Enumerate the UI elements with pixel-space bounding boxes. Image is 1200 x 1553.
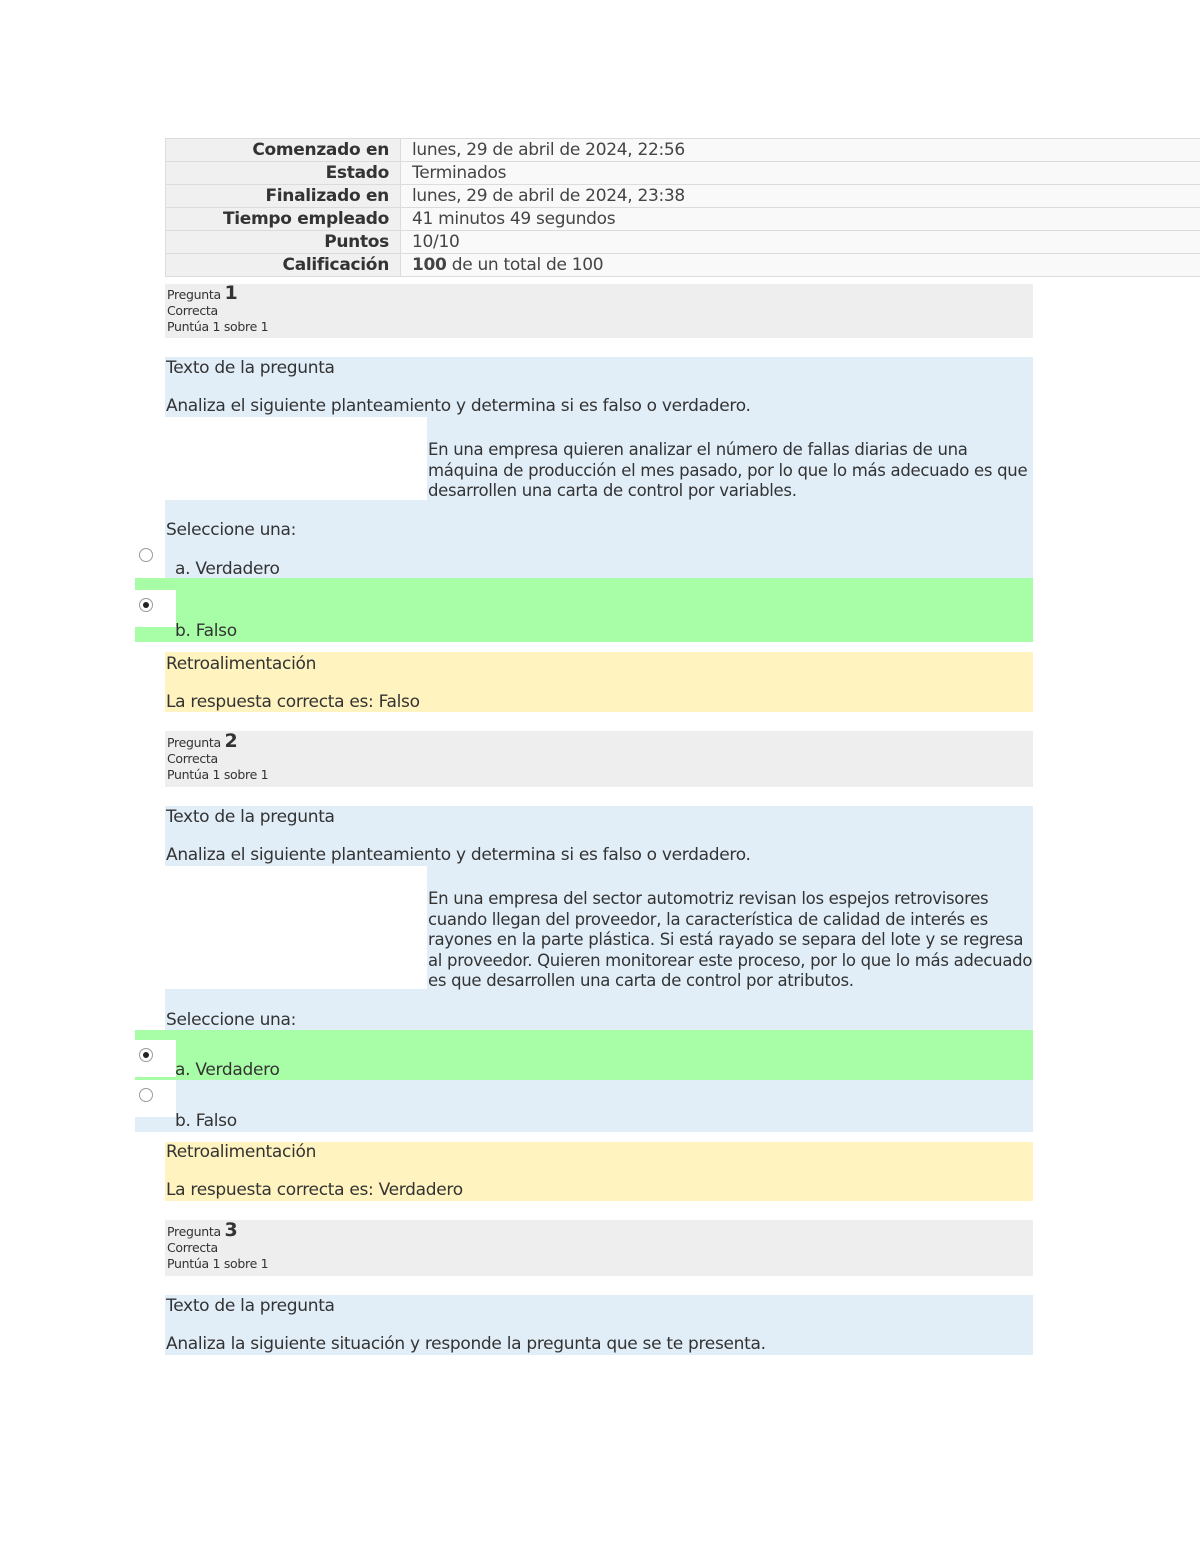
answer-radio-b[interactable] — [139, 1088, 153, 1102]
question-number: 2 — [224, 730, 238, 752]
feedback-heading: Retroalimentación — [166, 654, 317, 674]
summary-label: Finalizado en — [166, 185, 401, 208]
answer-option-a[interactable]: a. Verdadero — [175, 559, 280, 579]
question-label: Pregunta — [167, 735, 221, 750]
question-statement: En una empresa del sector automotriz revisan los espejos retrovisores cuando llegan del proveedor, la característica de calidad de interés es rayones en la parte plástica. Si está rayado se separa del lote y se regresa al proveedor. Quieren monitorear este proceso, por lo que lo más adecuado es que desarrollen una carta de control por atributos. — [428, 889, 1033, 990]
question-score: Puntúa 1 sobre 1 — [167, 319, 269, 334]
question-text-heading: Texto de la pregunta — [166, 1296, 335, 1316]
summary-label: Calificación — [166, 254, 401, 277]
grade-total: de un total de 100 — [446, 255, 604, 275]
summary-row-time — [166, 208, 1200, 231]
question-text-heading: Texto de la pregunta — [166, 358, 335, 378]
question-score: Puntúa 1 sobre 1 — [167, 767, 269, 782]
summary-row-finished — [166, 185, 1200, 208]
feedback-text: La respuesta correcta es: Falso — [166, 692, 420, 712]
grade-value: 100 — [412, 255, 447, 275]
select-one-label: Seleccione una: — [166, 520, 297, 540]
attempt-summary-table — [165, 138, 1200, 277]
summary-value — [401, 254, 1200, 277]
answer-option-b[interactable]: b. Falso — [175, 1111, 237, 1131]
summary-value: lunes, 29 de abril de 2024, 23:38 — [401, 185, 1200, 208]
summary-label: Puntos — [166, 231, 401, 254]
question-status: Correcta — [167, 751, 218, 766]
question-status: Correcta — [167, 1240, 218, 1255]
feedback-heading: Retroalimentación — [166, 1142, 317, 1162]
feedback-text: La respuesta correcta es: Verdadero — [166, 1180, 463, 1200]
summary-row-state — [166, 162, 1200, 185]
summary-value: 10/10 — [401, 231, 1200, 254]
summary-label: Comenzado en — [166, 139, 401, 162]
question-1-selected-answer-bg — [135, 578, 1033, 642]
question-3-info — [165, 1220, 1033, 1276]
question-1-info — [165, 284, 1033, 338]
summary-row-points — [166, 231, 1200, 254]
question-2-info — [165, 731, 1033, 787]
answer-radio-b[interactable] — [139, 598, 153, 612]
question-2-option-b-bg — [135, 1080, 1033, 1132]
question-prompt: Analiza el siguiente planteamiento y determina si es falso o verdadero. — [166, 396, 751, 416]
question-prompt: Analiza la siguiente situación y responde la pregunta que se te presenta. — [166, 1334, 766, 1354]
answer-option-a[interactable]: a. Verdadero — [175, 1060, 280, 1080]
select-one-label: Seleccione una: — [166, 1010, 297, 1030]
summary-label: Tiempo empleado — [166, 208, 401, 231]
question-number: 1 — [224, 282, 238, 304]
summary-label: Estado — [166, 162, 401, 185]
summary-row-started — [166, 139, 1200, 162]
question-label: Pregunta — [167, 287, 221, 302]
answer-radio-a[interactable] — [139, 1048, 153, 1062]
summary-row-grade — [166, 254, 1200, 277]
question-score: Puntúa 1 sobre 1 — [167, 1256, 269, 1271]
summary-value: 41 minutos 49 segundos — [401, 208, 1200, 231]
question-statement: En una empresa quieren analizar el número de fallas diarias de una máquina de producción el mes pasado, por lo que lo más adecuado es que desarrollen una carta de control por variables. — [428, 440, 1028, 500]
question-number: 3 — [224, 1219, 238, 1241]
answer-radio-a[interactable] — [139, 548, 153, 562]
question-prompt: Analiza el siguiente planteamiento y determina si es falso o verdadero. — [166, 845, 751, 865]
summary-value: Terminados — [401, 162, 1200, 185]
answer-option-b[interactable]: b. Falso — [175, 621, 237, 641]
question-text-heading: Texto de la pregunta — [166, 807, 335, 827]
question-label: Pregunta — [167, 1224, 221, 1239]
summary-value: lunes, 29 de abril de 2024, 22:56 — [401, 139, 1200, 162]
question-status: Correcta — [167, 303, 218, 318]
